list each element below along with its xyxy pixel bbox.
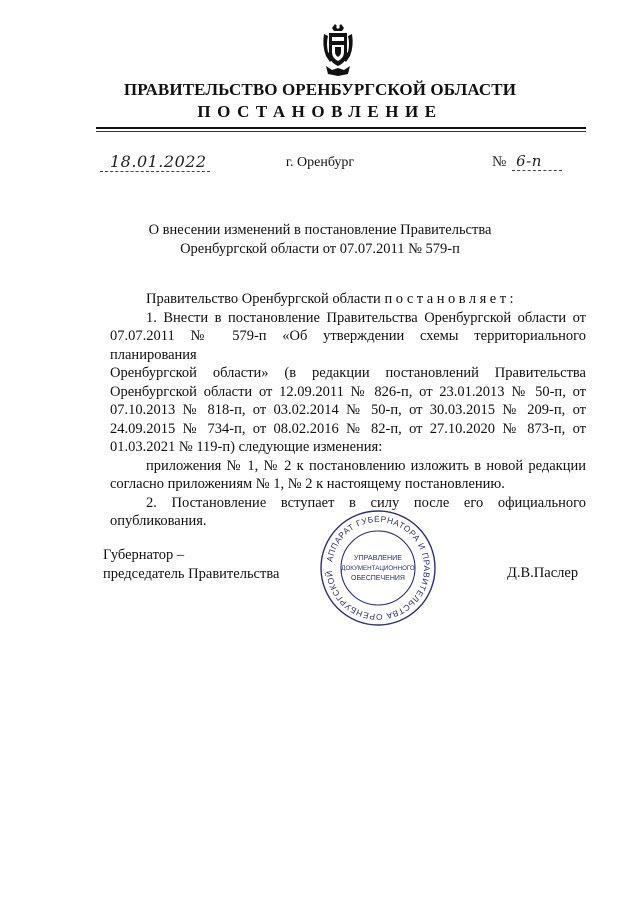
paragraph-line: Оренбургской области от 12.09.2011 № 826-п, от 23.01.2013 № 50-п, от (110, 383, 586, 400)
svg-text:УПРАВЛЕНИЕ: УПРАВЛЕНИЕ (353, 553, 403, 562)
number-sign: № (492, 154, 507, 170)
government-name: ПРАВИТЕЛЬСТВО ОРЕНБУРГСКОЙ ОБЛАСТИ (123, 80, 517, 99)
document-date: 18.01.2022 (100, 152, 210, 172)
paragraph-line: 07.07.2011 № 579-п «Об утверждении схемы территориального планирования (110, 328, 586, 363)
signatory-title (103, 546, 279, 584)
paragraph-line: приложения № 1, № 2 к постановлению изложить в новой редакции (146, 457, 586, 474)
paragraph-line: 1. Внести в постановление Правительства Оренбургской области от (146, 309, 586, 326)
svg-text:ОБЕСПЕЧЕНИЯ: ОБЕСПЕЧЕНИЯ (351, 575, 405, 582)
header-rule-thin (96, 131, 586, 132)
document-subject (0, 221, 640, 259)
subject-line: Оренбургской области от 07.07.2011 № 579-п (180, 241, 460, 257)
coat-of-arms-emblem (318, 22, 358, 78)
paragraph-line: 01.03.2021 № 119-п) следующие изменения: (110, 439, 383, 455)
document-city: г. Оренбург (285, 155, 355, 170)
svg-text:АППАРАТ ГУБЕРНАТОРА И ПРАВИТЕЛ: АППАРАТ ГУБЕРНАТОРА И ПРАВИТЕЛЬСТВА ОРЕНБУРГСКОЙ (323, 513, 433, 623)
intro-subject: Правительство Оренбургской области (146, 291, 381, 307)
intro-line (110, 290, 586, 309)
signatory-name: Д.В.Паслер (507, 565, 579, 581)
signatory-title-line: председатель Правительства (103, 566, 280, 582)
svg-text:ДОКУМЕНТАЦИОННОГО: ДОКУМЕНТАЦИОННОГО (341, 565, 415, 572)
paragraph-line: 07.10.2013 № 818-п, от 03.02.2014 № 50-п, от 30.03.2015 № 209-п, от (110, 402, 586, 418)
paragraph-line: Оренбургской области» (в редакции постановлений Правительства (110, 365, 586, 381)
signatory-title-line: Губернатор – (103, 547, 185, 563)
paragraph-line: согласно приложениям № 1, № 2 к настоящему постановлению. (110, 476, 505, 492)
intro-verb: постановляет: (384, 291, 518, 307)
official-seal-stamp (318, 508, 438, 628)
document-number (492, 152, 568, 171)
number-value: 6-п (512, 152, 562, 171)
paragraph-line: опубликования. (110, 513, 207, 529)
paragraph-line: 2. Постановление вступает в силу после его официального (146, 494, 586, 511)
paragraph-line: 24.09.2015 № 734-п, от 08.02.2016 № 82-п, от 27.10.2020 № 873-п, от (110, 420, 586, 437)
document-body (110, 290, 586, 531)
header-rule-thick (96, 127, 586, 129)
document-type: ПОСТАНОВЛЕНИЕ (197, 102, 443, 121)
subject-line: О внесении изменений в постановление Правительства (148, 222, 492, 238)
